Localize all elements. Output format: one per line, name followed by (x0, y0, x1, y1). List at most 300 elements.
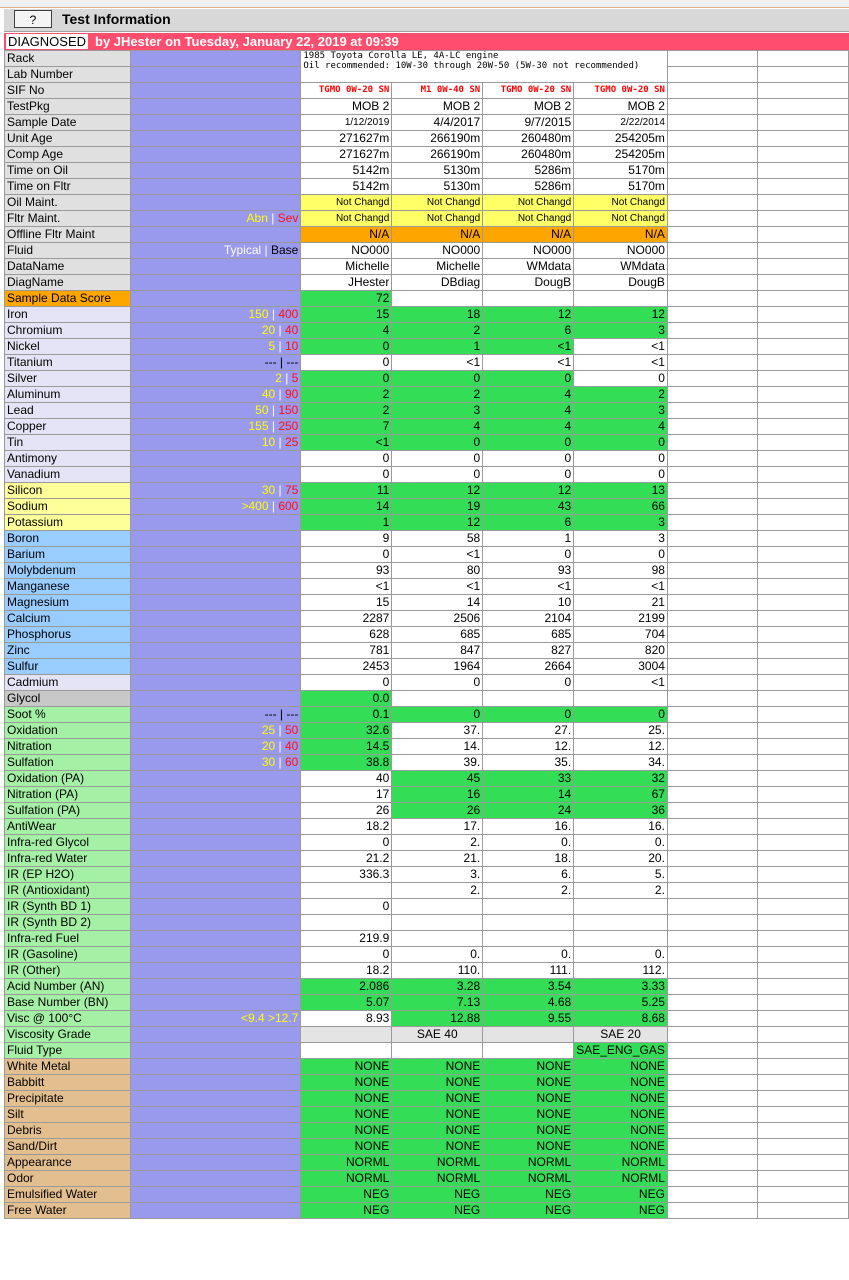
value-cell: 93 (483, 563, 574, 579)
abnormal-limit: 150 (248, 307, 269, 321)
data-row-titanium (5, 355, 849, 371)
severe-limit: 5 (291, 371, 299, 385)
typical-label: Typical (223, 243, 262, 257)
abnormal-limit: 40 (261, 387, 276, 401)
row-label: Infra-red Glycol (5, 835, 131, 851)
range-cell (130, 1043, 300, 1059)
range-cell (130, 819, 300, 835)
empty-cell (667, 163, 758, 179)
oil-recommendation: Oil recommended: 10W-30 through 20W-50 (5W-30 not recommended) (303, 61, 640, 71)
empty-cell (758, 339, 849, 355)
range-cell (130, 403, 300, 419)
empty-cell (758, 403, 849, 419)
value-cell (392, 691, 483, 707)
value-cell: <1 (574, 339, 668, 355)
value-cell: 24 (483, 803, 574, 819)
value-cell: 3 (574, 515, 668, 531)
range-cell (130, 1187, 300, 1203)
row-label: Boron (5, 531, 131, 547)
empty-cell (758, 1059, 849, 1075)
empty-cell (758, 931, 849, 947)
range-cell (130, 691, 300, 707)
value-cell: 271627m (301, 131, 392, 147)
empty-cell (758, 899, 849, 915)
window-top-border (0, 0, 849, 8)
value-cell: Not Changd (574, 195, 668, 211)
range-cell (130, 675, 300, 691)
value-cell: 0 (301, 355, 392, 371)
row-label: SIF No (5, 83, 131, 99)
diagnosis-banner (4, 33, 849, 50)
value-cell: NONE (483, 1091, 574, 1107)
value-cell: 5142m (301, 163, 392, 179)
empty-cell (758, 515, 849, 531)
value-cell: 5286m (483, 179, 574, 195)
value-cell: 2 (392, 323, 483, 339)
row-label: Sample Date (5, 115, 131, 131)
base-label: Base (271, 243, 299, 257)
value-cell: 4 (483, 387, 574, 403)
data-row-nickel (5, 339, 849, 355)
range-cell (130, 147, 300, 163)
value-cell: 4 (483, 403, 574, 419)
value-cell: 0 (301, 899, 392, 915)
row-label: Sulfation (5, 755, 131, 771)
data-row-ir-ep-h2o (5, 867, 849, 883)
range-cell (130, 723, 300, 739)
empty-cell (667, 179, 758, 195)
value-cell: <1 (301, 435, 392, 451)
row-label: Manganese (5, 579, 131, 595)
range-cell (130, 419, 300, 435)
severe-limit: 40 (285, 323, 299, 337)
row-label: Glycol (5, 691, 131, 707)
row-label: Precipitate (5, 1091, 131, 1107)
value-cell (483, 691, 574, 707)
row-label: Viscosity Grade (5, 1027, 131, 1043)
value-cell: 0 (574, 547, 668, 563)
data-row-sulfation-pa (5, 803, 849, 819)
value-cell: 27. (483, 723, 574, 739)
value-cell: NONE (483, 1075, 574, 1091)
empty-cell (667, 995, 758, 1011)
range-cell (130, 307, 300, 323)
empty-cell (758, 467, 849, 483)
empty-cell (667, 1091, 758, 1107)
range-cell (130, 1075, 300, 1091)
data-row-aluminum (5, 387, 849, 403)
data-row-silver (5, 371, 849, 387)
value-cell (483, 915, 574, 931)
value-cell: 12.88 (392, 1011, 483, 1027)
empty-cell (667, 627, 758, 643)
data-row-sodium (5, 499, 849, 515)
data-row-time-on-oil (5, 163, 849, 179)
range-cell (130, 739, 300, 755)
range-separator: | (268, 419, 279, 433)
row-label: Infra-red Water (5, 851, 131, 867)
value-cell (392, 899, 483, 915)
data-row-emulsified-water (5, 1187, 849, 1203)
value-cell: 93 (301, 563, 392, 579)
range-cell (130, 451, 300, 467)
empty-cell (758, 803, 849, 819)
value-cell: 32 (574, 771, 668, 787)
empty-cell (758, 499, 849, 515)
data-row-cadmium (5, 675, 849, 691)
data-row-free-water (5, 1203, 849, 1219)
value-cell: 8.68 (574, 1011, 668, 1027)
row-label: Zinc (5, 643, 131, 659)
value-cell: Not Changd (301, 195, 392, 211)
value-cell: 0 (392, 467, 483, 483)
empty-cell (758, 1139, 849, 1155)
empty-cell (758, 355, 849, 371)
help-button[interactable]: ? (14, 10, 52, 28)
value-cell: NONE (301, 1139, 392, 1155)
value-cell: MOB 2 (483, 99, 574, 115)
empty-cell (667, 963, 758, 979)
oil-type-cell: M1 0W-40 SN (392, 83, 483, 99)
row-label: Lead (5, 403, 131, 419)
value-cell: NONE (301, 1059, 392, 1075)
range-cell (130, 339, 300, 355)
range-separator: | (275, 323, 285, 337)
value-cell: 0. (574, 835, 668, 851)
data-row-oxidation (5, 723, 849, 739)
value-cell: <1 (392, 355, 483, 371)
value-cell: 0.0 (301, 691, 392, 707)
value-cell: 21. (392, 851, 483, 867)
range-cell (130, 1139, 300, 1155)
row-label: IR (Synth BD 2) (5, 915, 131, 931)
value-cell (392, 1043, 483, 1059)
abnormal-limit: 20 (261, 739, 276, 753)
value-cell: 5170m (574, 179, 668, 195)
value-cell: NORML (392, 1171, 483, 1187)
value-cell: NEG (574, 1203, 668, 1219)
row-label: Calcium (5, 611, 131, 627)
value-cell: 37. (392, 723, 483, 739)
empty-cell (758, 643, 849, 659)
empty-cell (667, 947, 758, 963)
row-label: Nickel (5, 339, 131, 355)
data-row-sand-dirt (5, 1139, 849, 1155)
empty-cell (667, 115, 758, 131)
value-cell: 0 (483, 371, 574, 387)
empty-cell (667, 67, 758, 83)
empty-cell (758, 1107, 849, 1123)
data-row-testpkg (5, 99, 849, 115)
empty-cell (667, 1059, 758, 1075)
value-cell: 9/7/2015 (483, 115, 574, 131)
empty-cell (667, 563, 758, 579)
value-cell (483, 899, 574, 915)
value-cell: 35. (483, 755, 574, 771)
value-cell: NONE (392, 1091, 483, 1107)
value-cell: 4.68 (483, 995, 574, 1011)
range-cell (130, 643, 300, 659)
empty-cell (758, 723, 849, 739)
data-row-nitration (5, 739, 849, 755)
value-cell: 4/4/2017 (392, 115, 483, 131)
value-cell (574, 291, 668, 307)
row-label: Soot % (5, 707, 131, 723)
value-cell: 3004 (574, 659, 668, 675)
value-cell: 20. (574, 851, 668, 867)
empty-cell (667, 387, 758, 403)
value-cell: NONE (574, 1075, 668, 1091)
range-separator: | (275, 739, 285, 753)
value-cell: 266190m (392, 131, 483, 147)
severe-limit: 600 (278, 499, 299, 513)
empty-cell (667, 739, 758, 755)
data-row-oil-maint (5, 195, 849, 211)
range-cell (130, 611, 300, 627)
value-cell: 3 (574, 403, 668, 419)
range-cell (130, 99, 300, 115)
value-cell: 4 (392, 419, 483, 435)
value-cell: N/A (483, 227, 574, 243)
value-cell: 0. (483, 947, 574, 963)
data-row-sample-data-score (5, 291, 849, 307)
data-row-magnesium (5, 595, 849, 611)
value-cell: 0.1 (301, 707, 392, 723)
empty-cell (667, 467, 758, 483)
severe-limit: 90 (285, 387, 299, 401)
value-cell: Not Changd (483, 195, 574, 211)
data-row-visc-100-c (5, 1011, 849, 1027)
empty-cell (667, 227, 758, 243)
empty-cell (667, 323, 758, 339)
high-limit: >12.7 (267, 1011, 299, 1025)
range-cell (130, 179, 300, 195)
range-separator: | (261, 243, 271, 257)
value-cell: 14.5 (301, 739, 392, 755)
value-cell: 827 (483, 643, 574, 659)
data-row-antiwear (5, 819, 849, 835)
value-cell: 14 (392, 595, 483, 611)
value-cell: SAE_ENG_GAS (574, 1043, 668, 1059)
abnormal-limit: 5 (268, 339, 276, 353)
empty-cell (667, 755, 758, 771)
range-cell (130, 659, 300, 675)
value-cell: 0 (574, 451, 668, 467)
value-cell: MOB 2 (574, 99, 668, 115)
empty-cell (758, 611, 849, 627)
empty-cell (758, 275, 849, 291)
range-cell (130, 547, 300, 563)
empty-cell (667, 483, 758, 499)
data-row-sulfur (5, 659, 849, 675)
value-cell: 254205m (574, 147, 668, 163)
empty-cell (667, 131, 758, 147)
value-cell: 5142m (301, 179, 392, 195)
empty-cell (758, 1027, 849, 1043)
row-label: Barium (5, 547, 131, 563)
data-row-viscosity-grade (5, 1027, 849, 1043)
value-cell: 18. (483, 851, 574, 867)
row-label: Sulfur (5, 659, 131, 675)
empty-cell (667, 147, 758, 163)
value-cell: 4 (483, 419, 574, 435)
data-row-calcium (5, 611, 849, 627)
severe-limit: 40 (285, 739, 299, 753)
range-cell (130, 563, 300, 579)
value-cell: NONE (574, 1123, 668, 1139)
value-cell: 26 (392, 803, 483, 819)
range-cell (130, 1107, 300, 1123)
empty-cell (667, 1107, 758, 1123)
severe-limit: 25 (285, 435, 299, 449)
range-cell (130, 51, 300, 67)
row-label: Antimony (5, 451, 131, 467)
row-label: Oxidation (PA) (5, 771, 131, 787)
range-separator: | (275, 435, 285, 449)
empty-cell (667, 643, 758, 659)
range-cell (130, 627, 300, 643)
value-cell: 0 (483, 435, 574, 451)
range-cell (130, 947, 300, 963)
data-row-soot (5, 707, 849, 723)
value-cell: 2 (392, 387, 483, 403)
row-label: Appearance (5, 1155, 131, 1171)
row-label: Fluid (5, 243, 131, 259)
value-cell: 16. (483, 819, 574, 835)
value-cell: 2/22/2014 (574, 115, 668, 131)
data-row-boron (5, 531, 849, 547)
value-cell: Not Changd (574, 211, 668, 227)
oil-type-cell: TGMO 0W-20 SN (483, 83, 574, 99)
value-cell: 2. (483, 883, 574, 899)
value-cell: NONE (301, 1091, 392, 1107)
value-cell: 32.6 (301, 723, 392, 739)
range-cell (130, 1011, 300, 1027)
value-cell: NONE (574, 1091, 668, 1107)
value-cell: 0. (392, 947, 483, 963)
value-cell: 72 (301, 291, 392, 307)
empty-cell (667, 771, 758, 787)
empty-cell (758, 435, 849, 451)
value-cell: 3. (392, 867, 483, 883)
data-row-zinc (5, 643, 849, 659)
severe-limit: 250 (278, 419, 299, 433)
abnormal-limit: 10 (261, 435, 276, 449)
range-cell (130, 483, 300, 499)
value-cell: 80 (392, 563, 483, 579)
value-cell: 111. (483, 963, 574, 979)
value-cell: 260480m (483, 147, 574, 163)
row-label: IR (Gasoline) (5, 947, 131, 963)
empty-cell (758, 691, 849, 707)
empty-cell (667, 355, 758, 371)
empty-cell (667, 339, 758, 355)
row-label: Rack (5, 51, 131, 67)
value-cell: 0 (301, 947, 392, 963)
value-cell: 2 (301, 403, 392, 419)
value-cell: 3 (392, 403, 483, 419)
row-label: Silver (5, 371, 131, 387)
range-cell (130, 163, 300, 179)
value-cell: Michelle (392, 259, 483, 275)
empty-cell (667, 787, 758, 803)
range-cell (130, 899, 300, 915)
value-cell: NONE (392, 1059, 483, 1075)
range-cell (130, 867, 300, 883)
value-cell: 271627m (301, 147, 392, 163)
range-cell (130, 67, 300, 83)
value-cell: 5.25 (574, 995, 668, 1011)
data-row-barium (5, 547, 849, 563)
data-row-molybdenum (5, 563, 849, 579)
range-cell (130, 387, 300, 403)
value-cell: NORML (574, 1171, 668, 1187)
value-cell: <1 (574, 675, 668, 691)
oil-type-cell: TGMO 0W-20 SN (301, 83, 392, 99)
value-cell: 58 (392, 531, 483, 547)
data-row-nitration-pa (5, 787, 849, 803)
empty-cell (758, 307, 849, 323)
empty-cell (667, 1139, 758, 1155)
value-cell: 3 (574, 531, 668, 547)
value-cell: 0 (301, 675, 392, 691)
value-cell: 110. (392, 963, 483, 979)
range-cell (130, 803, 300, 819)
value-cell: 1/12/2019 (301, 115, 392, 131)
value-cell: 43 (483, 499, 574, 515)
empty-cell (667, 931, 758, 947)
empty-cell (758, 243, 849, 259)
value-cell: <1 (483, 355, 574, 371)
range-dash: --- | --- (264, 355, 299, 369)
value-cell: 3.28 (392, 979, 483, 995)
range-cell (130, 227, 300, 243)
empty-cell (758, 563, 849, 579)
value-cell: NO000 (574, 243, 668, 259)
row-label: Visc @ 100°C (5, 1011, 131, 1027)
value-cell: 5286m (483, 163, 574, 179)
value-cell: 15 (301, 307, 392, 323)
data-row-ir-antioxidant (5, 883, 849, 899)
value-cell: 45 (392, 771, 483, 787)
row-label: DiagName (5, 275, 131, 291)
row-label: Molybdenum (5, 563, 131, 579)
value-cell: 0. (574, 947, 668, 963)
empty-cell (758, 1203, 849, 1219)
range-cell (130, 259, 300, 275)
data-row-phosphorus (5, 627, 849, 643)
empty-cell (758, 531, 849, 547)
data-row-time-on-fltr (5, 179, 849, 195)
data-row-dataname (5, 259, 849, 275)
test-info-titlebar (4, 9, 849, 32)
value-cell: 2 (301, 387, 392, 403)
range-cell (130, 115, 300, 131)
value-cell: 2104 (483, 611, 574, 627)
value-cell: 2 (574, 387, 668, 403)
data-row-vanadium (5, 467, 849, 483)
data-row-infra-red-water (5, 851, 849, 867)
value-cell (392, 931, 483, 947)
data-row-white-metal (5, 1059, 849, 1075)
row-label: Phosphorus (5, 627, 131, 643)
data-row-infra-red-fuel (5, 931, 849, 947)
range-cell (130, 515, 300, 531)
abnormal-limit: >400 (241, 499, 269, 513)
row-label: Emulsified Water (5, 1187, 131, 1203)
empty-cell (667, 515, 758, 531)
value-cell: NONE (574, 1107, 668, 1123)
